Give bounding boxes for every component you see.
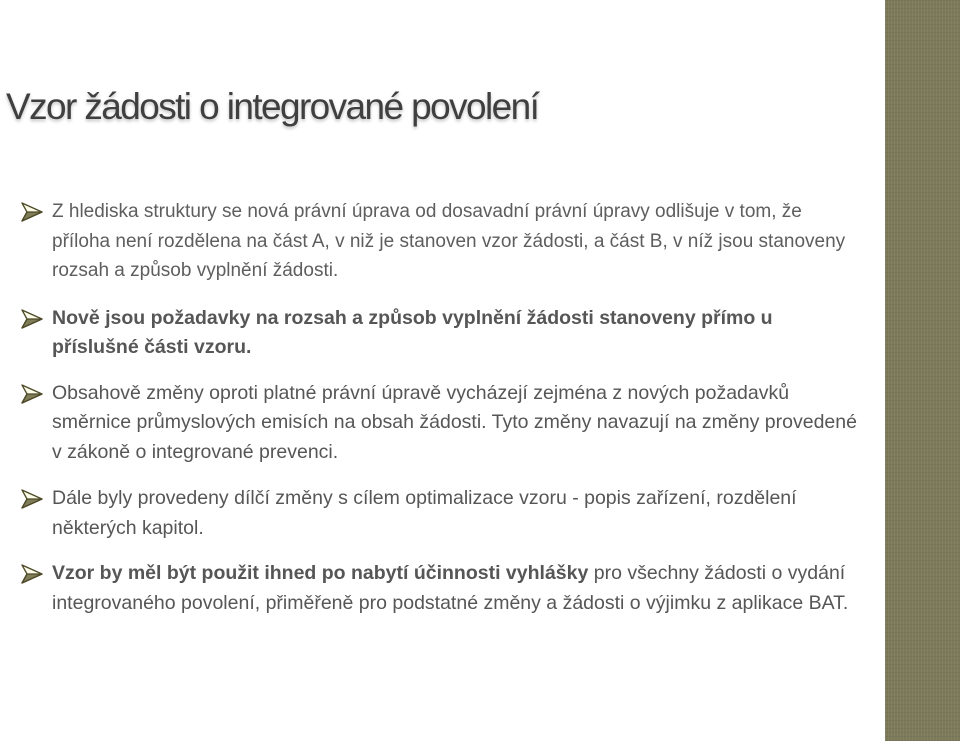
bullet-text: pro všechny žádosti o vydání integrovaného povolení, přiměřeně pro podstatné změny a žádosti o výjimku z aplikace BAT. xyxy=(52,562,849,614)
arrowhead-bullet-icon xyxy=(21,489,43,509)
slide-title: Vzor žádosti o integrované povolení xyxy=(6,86,539,127)
bullet-bold-text: Vzor by měl být použit ihned po nabytí účinnosti vyhlášky xyxy=(52,562,589,584)
arrowhead-bullet-icon xyxy=(21,309,43,329)
bullet-text: Nově jsou požadavky na rozsah a způsob vyplnění žádosti stanoveny přímo u příslušné části vzoru. xyxy=(52,306,773,358)
bullet-item xyxy=(14,484,864,543)
arrowhead-bullet-icon xyxy=(21,384,43,404)
arrowhead-bullet-icon xyxy=(21,564,43,584)
bullet-text: Z hlediska struktury se nová právní úprava od dosavadní právní úpravy odlišuje v tom, že příloha není rozdělena na část A, v niž je stanoven vzor žádosti, a část B, v níž jsou stanoveny rozsah a způsob vyplnění žádosti. xyxy=(52,201,846,281)
bullet-item xyxy=(14,304,864,363)
bullet-item xyxy=(14,197,864,286)
bullet-list xyxy=(14,197,864,618)
bullet-item xyxy=(14,379,864,468)
bullet-item xyxy=(14,559,864,618)
decorative-side-bar xyxy=(885,0,960,741)
bullet-text: Dále byly provedeny dílčí změny s cílem optimalizace vzoru - popis zařízení, rozdělení některých kapitol. xyxy=(52,487,797,539)
arrowhead-bullet-icon xyxy=(21,202,43,222)
bullet-text: Obsahově změny oproti platné právní úpravě vycházejí zejména z nových požadavků směrnice průmyslových emisích na obsah žádosti. Tyto změny navazují na změny provedené v zákoně o integrované prevenci. xyxy=(52,381,857,463)
